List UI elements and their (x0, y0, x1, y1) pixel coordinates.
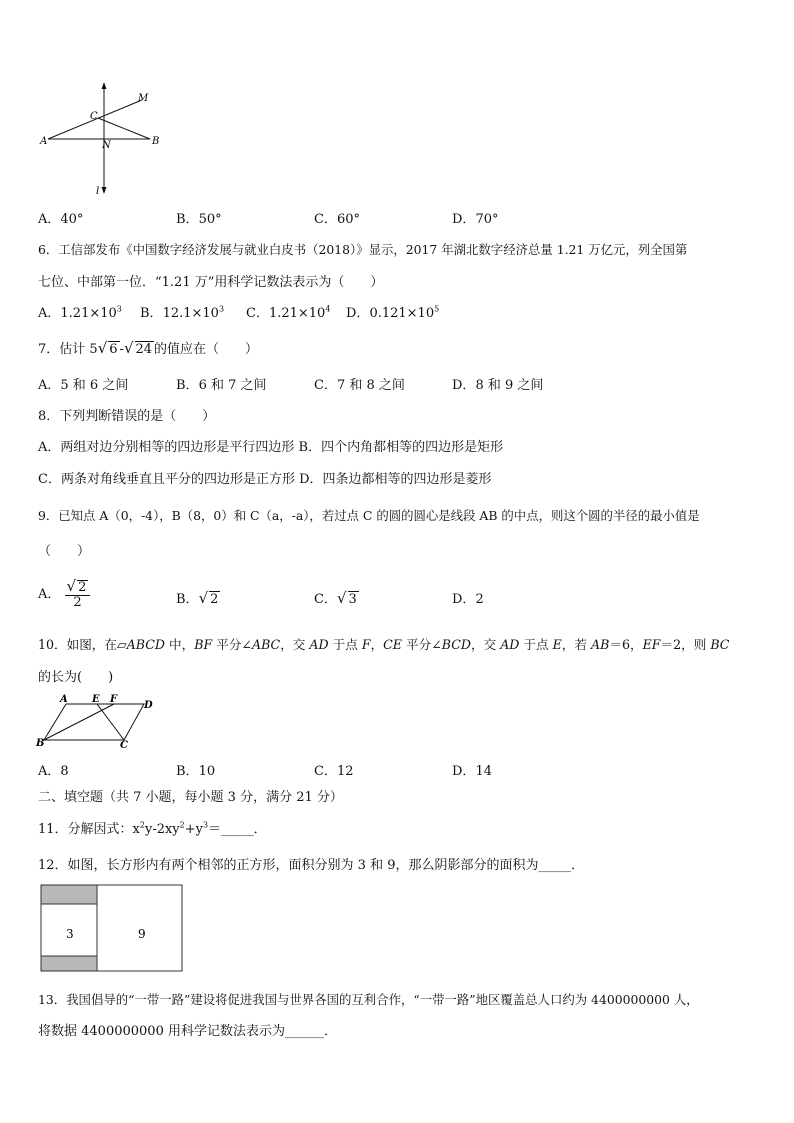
q6-option-a[interactable]: A．$1.21\times 10^3$ (38, 304, 122, 321)
q11-stem: 11．分解因式：$x^2y-2xy^2+y^3=\_\_\_\_\_$． (38, 820, 267, 837)
q12-stem: 12．如图，长方形内有两个相邻的正方形，面积分别为 3 和 9，那么阴影部分的面积为_____． (38, 858, 584, 873)
q10-option-c[interactable]: C．12 (314, 764, 354, 779)
q5-option-c[interactable]: C．60° (314, 212, 360, 227)
q12-label-big: 9 (138, 927, 146, 941)
q12-shade-top (41, 885, 97, 904)
q10-stem-line1: 10．如图，在▱ABCD 中，BF 平分∠ABC，交 AD 于点 F，CE 平分∠BCD，交 AD 于点 E，若 AB＝6，EF＝2，则 BC (38, 637, 730, 652)
q5-label-n: N (102, 140, 111, 151)
q8-stem: 8．下列判断错误的是（ ） (38, 409, 216, 424)
q9-stem-line2: （ ） (38, 544, 91, 559)
q7-option-a[interactable]: A．5 和 6 之间 (38, 378, 129, 393)
q5-figure (38, 80, 168, 200)
q12-shade-bottom (41, 956, 97, 971)
q8-options-row2: C．两条对角线垂直且平分的四边形是正方形 D．四条边都相等的四边形是菱形 (38, 472, 492, 487)
q7-option-c[interactable]: C．7 和 8 之间 (314, 378, 405, 393)
q6-stem-line1: 6．工信部发布《中国数字经济发展与就业白皮书（2018）》显示，2017 年湖北数字经济总量 1.21 万亿元，列全国第 (38, 242, 688, 257)
q6-option-b[interactable]: B．$12.1\times 10^3$ (140, 304, 225, 321)
q5-option-b[interactable]: B．50° (176, 212, 222, 227)
q10-label-e: E (92, 694, 100, 705)
q10-label-d: D (144, 700, 153, 711)
q5-option-d[interactable]: D．70° (452, 212, 499, 227)
q5-label-c: C (90, 111, 98, 122)
q6-option-c[interactable]: C．$1.21\times 10^4$ (246, 304, 331, 321)
q12-figure (40, 884, 184, 974)
q6-stem-line2: 七位、中部第一位．“1.21 万”用科学记数法表示为（ ） (38, 275, 384, 290)
q9-stem-line1: 9．已知点 A（0，-4），B（8，0）和 C（a，-a），若过点 C 的圆的圆心是线段 AB 的中点，则这个圆的半径的最小值是 (38, 508, 700, 523)
q7-stem: 7．估计 5√ 6 -√ 24 的值应在（ ） (38, 339, 259, 357)
q9-option-a[interactable]: A． $\frac{√ 2}{2}$ (38, 578, 90, 611)
q10-option-b[interactable]: B．10 (176, 764, 216, 779)
q9-option-b[interactable]: B．√ 2 (176, 589, 219, 607)
q10-option-d[interactable]: D．14 (452, 764, 492, 779)
q5-option-a[interactable]: A．40° (38, 212, 84, 227)
q6-option-d[interactable]: D．$0.121\times 10^5$ (346, 304, 440, 321)
q5-label-a: A (40, 136, 48, 147)
q13-stem-line1: 13．我国倡导的“一带一路”建设将促进我国与世界各国的互利合作，“一带一路”地区覆盖总人口约为 4400000000 人， (38, 992, 699, 1007)
q5-label-l: l (96, 186, 100, 197)
q13-stem-line2: 将数据 4400000000 用科学记数法表示为______． (38, 1024, 337, 1039)
q10-stem-line2: 的长为( ) (38, 670, 114, 685)
q7-option-b[interactable]: B．6 和 7 之间 (176, 378, 267, 393)
q7-option-d[interactable]: D．8 和 9 之间 (452, 378, 544, 393)
q10-option-a[interactable]: A．8 (38, 764, 69, 779)
q10-figure (34, 690, 164, 750)
q9-option-d[interactable]: D．2 (452, 592, 484, 607)
q5-label-b: B (152, 136, 160, 147)
section-heading-fill-in: 二、填空题（共 7 小题，每小题 3 分，满分 21 分） (38, 790, 343, 805)
q9-option-c[interactable]: C．√ 3 (314, 589, 357, 607)
q10-label-a: A (60, 694, 68, 705)
q8-options-row1: A．两组对边分别相等的四边形是平行四边形 B．四个内角都相等的四边形是矩形 (38, 440, 504, 455)
q10-label-c: C (120, 740, 128, 750)
q10-label-f: F (110, 694, 118, 705)
q5-label-m: M (138, 93, 149, 104)
q12-label-small: 3 (66, 927, 74, 941)
q10-label-b: B (36, 738, 45, 749)
